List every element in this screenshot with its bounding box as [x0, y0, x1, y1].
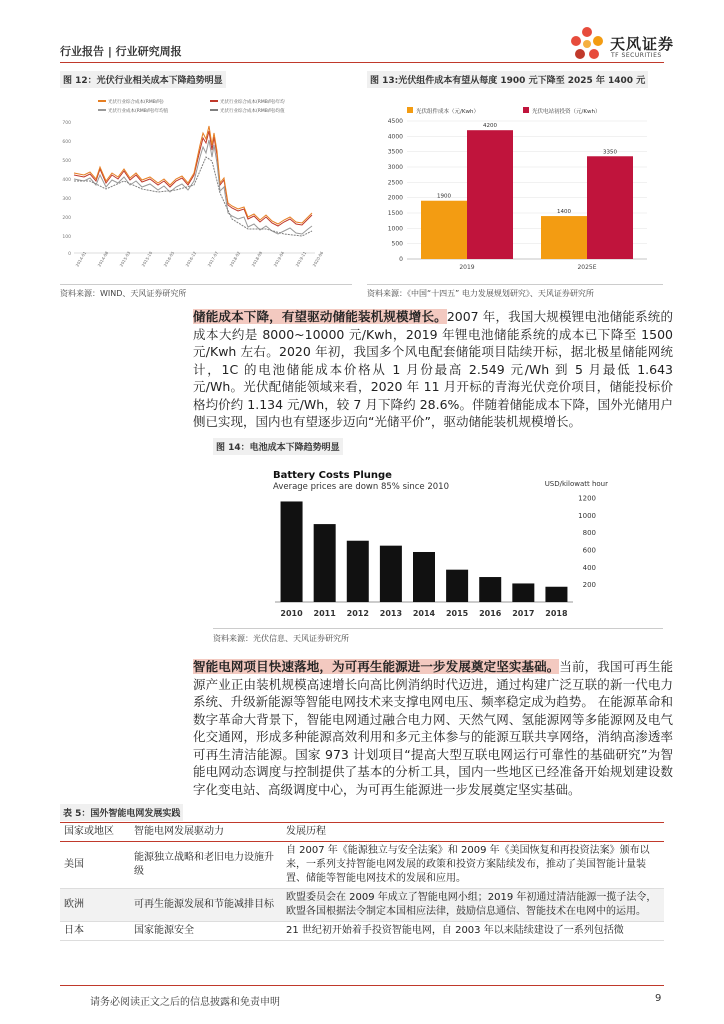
- fig12-chart: [60, 95, 340, 280]
- fig13-category-label: 2025E: [577, 264, 597, 271]
- fig14-source: 资料来源：光伏信息、天风证券研究所: [213, 634, 349, 643]
- fig13-bar: [421, 201, 467, 259]
- fig14-bar: [545, 587, 567, 602]
- fig14-bar: [512, 583, 534, 602]
- table-cell-history: 自 2007 年《能源独立与安全法案》和 2009 年《美国恢复和再投资法案》颁布以来，一系列支持智能电网发展的政策和投资方案陆续发布，推动了美国智能计量装置、储能等智能电网技术的发展和应用。: [282, 842, 664, 889]
- fig14-chart-subtitle: Average prices are down 85% since 2010: [273, 482, 449, 492]
- fig13-legend-swatch-2: [523, 107, 529, 113]
- fig13-bar: [467, 130, 513, 259]
- fig13-bar: [541, 216, 587, 259]
- fig14-category-label: 2014: [412, 609, 436, 618]
- table-cell-driver: 能源独立战略和老旧电力设施升级: [130, 842, 282, 889]
- svg-text:2015-10: 2015-10: [140, 250, 154, 268]
- fig14-bar: [380, 546, 402, 602]
- fig14-chart-title: Battery Costs Plunge: [273, 470, 392, 481]
- table-cell-region: 欧洲: [60, 889, 130, 922]
- svg-text:2017-07: 2017-07: [206, 250, 220, 268]
- page-number: 9: [655, 993, 662, 1004]
- fig12-legend-2: 光伏行业综合成本(RMB/吨)年均: [220, 100, 285, 105]
- brand-name-cn: 天风证券: [610, 35, 675, 53]
- svg-text:2016-12: 2016-12: [184, 250, 198, 268]
- fig14-bar: [347, 541, 369, 602]
- svg-text:2015-03: 2015-03: [118, 250, 132, 268]
- svg-text:100: 100: [62, 235, 71, 240]
- fig14-ytick-label: 1200: [578, 494, 596, 503]
- fig14-unit: USD/kilowatt hour: [544, 480, 608, 488]
- fig13-ytick-label: 3000: [387, 164, 403, 171]
- fig14-ytick-label: 200: [582, 581, 596, 590]
- fig13-title: 图 13:光伏组件成本有望从每度 1900 元下降至 2025 年 1400 元: [367, 71, 648, 88]
- table-row: [60, 889, 664, 922]
- table5-title: 表 5：国外智能电网发展实践: [60, 804, 183, 821]
- table-cell-driver: 可再生能源发展和节能减排目标: [130, 889, 282, 922]
- fig14-ytick-label: 400: [582, 563, 596, 572]
- fig14-bar: [479, 577, 501, 602]
- paragraph-storage-cost: [193, 308, 673, 431]
- svg-text:2020-06: 2020-06: [311, 250, 325, 268]
- table-row: [60, 842, 664, 889]
- table-cell-driver: 国家能源安全: [130, 922, 282, 941]
- fig14-bar: [281, 501, 303, 602]
- fig13-ytick-label: 0: [399, 256, 403, 263]
- fig14-divider: [213, 628, 663, 629]
- svg-text:2019-04: 2019-04: [272, 250, 286, 268]
- table-cell-history: 21 世纪初开始着手投资智能电网，自 2003 年以来陆续建设了一系列包括微: [282, 922, 664, 941]
- paragraph-grid-body: 当前，我国可再生能源产业正由装机规模高速增长向高比例消纳时代迈进，通过构建广泛互联的新一代电力系统、升级新能源等智能电网技术来支撑电网电压、频率稳定成为趋势。 在能源革命和数字革命大背景下，智能电网通过融合电力网、天然气网、氢能源网等多能源网及电气化交通网，形成多种能源高效利用和多元主体参与的能源互联共享网络，消纳高渗透率可再生清洁能源。国家 973 计划项目“提高大型互联电网运行可靠性的基础研究”为智能电网动态调度与控制提供了基本的分析工具，国内一些地区已经准备开始规划建设数字化变电站、高级调度中心，为可再生能源进一步发展奠定坚实基础。: [193, 659, 673, 797]
- fig13-value-label: 3350: [603, 149, 617, 156]
- fig13-source: 资料来源：《中国“十四五” 电力发展规划研究》、天风证券研究所: [367, 289, 594, 298]
- fig14-ytick-label: 800: [582, 529, 596, 538]
- fig14-category-label: 2017: [512, 609, 535, 618]
- svg-text:2014-08: 2014-08: [96, 250, 110, 268]
- svg-text:2014-01: 2014-01: [74, 250, 88, 268]
- fig12-legend-4: 光伏行业综合成本(RMB/吨)均值: [220, 109, 285, 114]
- fig14-bar: [314, 524, 336, 602]
- table-row: [60, 922, 664, 941]
- svg-text:400: 400: [62, 178, 71, 183]
- table-cell-history: 欧盟委员会在 2009 年成立了智能电网小组；2019 年初通过清洁能源一揽子法令，欧盟各国根据法令制定本国相应法律，鼓励信息通信、智能技术在电网中的运用。: [282, 889, 664, 922]
- paragraph-storage-body: 2007 年，我国大规模锂电池储能系统的成本大约是 8000~10000 元/Kwh，2019 年锂电池储能系统的成本已下降至 1500 元/Kwh 左右。2020 年初，我国多个风电配套储能项目陆续开标，据北极星储能网统计，1C 的电池储能成本价格从 1 月份最高 2.549 元/Wh 到 5 月最低 1.643 元/Wh。光伏配储能领域来看，2020 年 11 月开标的青海光伏竞价项目，储能投标价格均价约 1.134 元/Wh，较 7 月下降约 28.6%。伴随着储能成本下降，国外光储用户侧已实现，国内也有望逐步迈向“光储平价”，驱动储能装机规模增长。: [193, 309, 673, 429]
- report-category: 行业报告 | 行业研究周报: [60, 45, 182, 58]
- svg-text:700: 700: [62, 121, 71, 126]
- fig14-title: 图 14：电池成本下降趋势明显: [213, 438, 343, 455]
- fig12-divider: [60, 284, 352, 285]
- svg-text:2019-11: 2019-11: [294, 250, 308, 268]
- table-header-cell: 智能电网发展驱动力: [130, 823, 282, 842]
- svg-text:2016-05: 2016-05: [162, 250, 176, 268]
- svg-text:300: 300: [62, 197, 71, 202]
- fig12-legend-1: 光伏行业综合成本(RMB/吨): [108, 100, 164, 105]
- fig14-chart: [213, 460, 643, 630]
- svg-text:600: 600: [62, 140, 71, 145]
- fig14-ytick-label: 1000: [578, 511, 596, 520]
- fig13-ytick-label: 2000: [387, 194, 403, 202]
- paragraph-grid-lead: 智能电网项目快速落地，为可再生能源进一步发展奠定坚实基础。: [193, 659, 560, 674]
- fig14-category-label: 2011: [313, 609, 336, 618]
- fig13-ytick-label: 4500: [387, 118, 403, 125]
- fig13-ytick-label: 500: [391, 240, 403, 248]
- fig14-category-label: 2015: [445, 609, 469, 618]
- table-header-row: [60, 823, 664, 842]
- fig14-category-label: 2018: [545, 609, 568, 618]
- fig13-legend-2: 光伏电站初投资（元/Kwh）: [532, 109, 601, 115]
- fig13-ytick-label: 3500: [387, 148, 403, 156]
- fig13-category-label: 2019: [459, 264, 475, 271]
- fig13-value-label: 1400: [557, 209, 571, 216]
- fig13-ytick-label: 2500: [387, 179, 403, 187]
- paragraph-storage-lead: 储能成本下降，有望驱动储能装机规模增长。: [193, 309, 447, 324]
- table-cell-region: 美国: [60, 842, 130, 889]
- disclaimer-note: 请务必阅读正文之后的信息披露和免责申明: [90, 997, 280, 1008]
- fig13-legend-1: 光伏组件成本（元/Kwh）: [416, 109, 479, 115]
- brand-logo-icon: [566, 24, 608, 64]
- fig14-category-label: 2016: [479, 609, 502, 618]
- fig14-category-label: 2013: [379, 609, 403, 618]
- fig14-category-label: 2012: [346, 609, 369, 618]
- fig14-category-label: 2010: [280, 609, 303, 618]
- footer-rule: [60, 985, 664, 986]
- table-header-cell: 发展历程: [282, 823, 664, 842]
- svg-text:2018-09: 2018-09: [250, 250, 264, 268]
- fig14-bar: [413, 552, 435, 602]
- fig13-chart: [367, 93, 657, 283]
- svg-text:2018-02: 2018-02: [228, 250, 242, 268]
- fig12-title: 图 12：光伏行业相关成本下降趋势明显: [60, 71, 226, 88]
- fig13-divider: [367, 284, 663, 285]
- fig14-bar: [446, 570, 468, 602]
- fig12-legend-3: 光伏行业成本(RMB/吨)年均值: [108, 109, 169, 114]
- svg-text:200: 200: [62, 216, 71, 221]
- fig13-ytick-label: 4000: [387, 133, 403, 141]
- fig14-ytick-label: 600: [582, 546, 596, 555]
- fig12-source: 资料来源：WIND、天风证券研究所: [60, 289, 187, 298]
- svg-text:0: 0: [68, 252, 71, 257]
- table-header-cell: 国家或地区: [60, 823, 130, 842]
- fig13-ytick-label: 1500: [387, 210, 403, 217]
- fig13-bar: [587, 156, 633, 259]
- header-rule: [60, 62, 664, 63]
- fig13-legend-swatch-1: [407, 107, 413, 113]
- svg-text:500: 500: [62, 159, 71, 164]
- fig13-value-label: 4200: [483, 123, 497, 130]
- table-cell-region: 日本: [60, 922, 130, 941]
- smart-grid-practice-table: [60, 822, 664, 941]
- fig13-value-label: 1900: [437, 193, 451, 200]
- fig13-ytick-label: 1000: [387, 225, 403, 233]
- paragraph-smart-grid: [193, 658, 673, 798]
- brand-name-en: TF SECURITIES: [611, 52, 662, 59]
